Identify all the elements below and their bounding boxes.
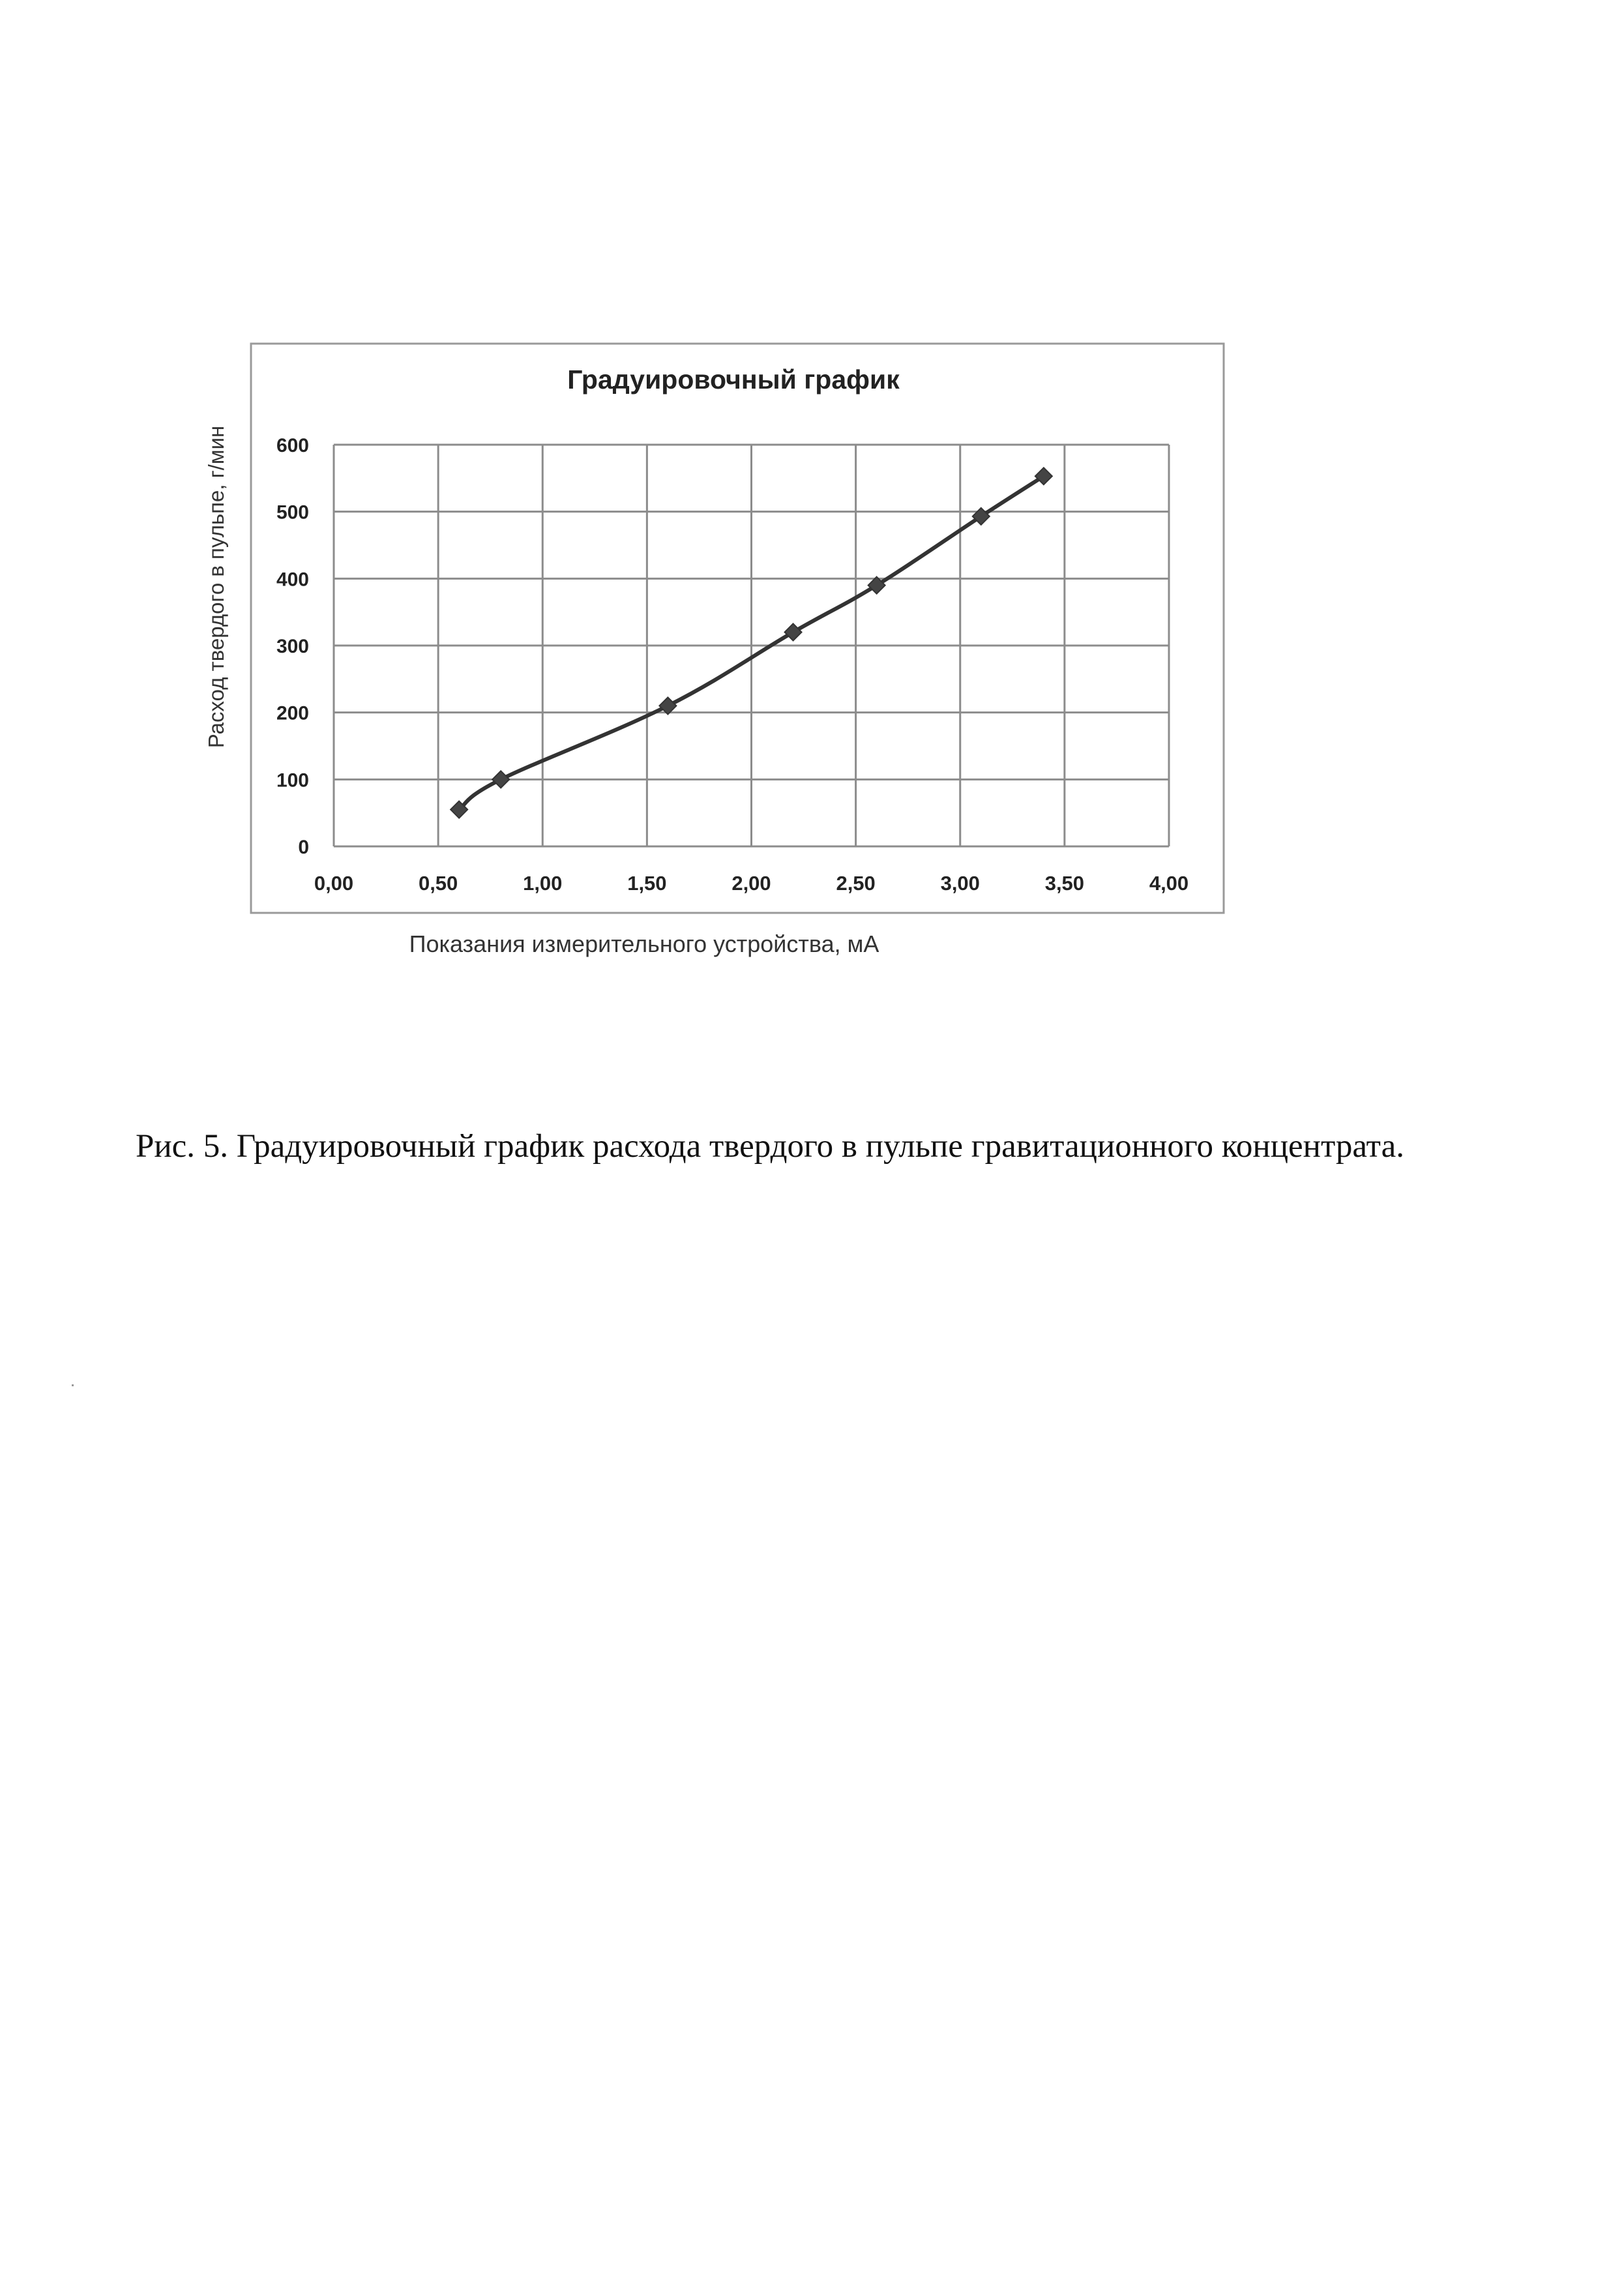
x-axis-label: Показания измерительного устройства, мА bbox=[409, 930, 879, 957]
calibration-chart bbox=[0, 0, 1624, 978]
x-tick-label: 1,50 bbox=[627, 872, 666, 895]
y-tick-label: 100 bbox=[276, 769, 309, 791]
x-tick-label: 0,00 bbox=[314, 872, 353, 895]
x-tick-label: 3,00 bbox=[941, 872, 980, 895]
y-tick-label: 400 bbox=[276, 569, 309, 590]
y-axis-label: Расход твердого в пульпе, г/мин bbox=[204, 426, 228, 749]
x-tick-labels bbox=[314, 872, 1188, 895]
x-tick-label: 1,00 bbox=[523, 872, 562, 895]
x-tick-label: 0,50 bbox=[419, 872, 458, 895]
chart-frame bbox=[251, 344, 1224, 913]
x-tick-label: 4,00 bbox=[1149, 872, 1188, 895]
y-tick-label: 300 bbox=[276, 636, 309, 657]
x-tick-label: 2,00 bbox=[731, 872, 771, 895]
document-page bbox=[0, 0, 1624, 2292]
y-tick-label: 0 bbox=[298, 837, 309, 858]
chart-title: Градуировочный график bbox=[567, 365, 900, 394]
x-tick-label: 2,50 bbox=[836, 872, 875, 895]
scan-speck bbox=[72, 1384, 74, 1386]
y-tick-label: 200 bbox=[276, 703, 309, 724]
y-tick-label: 500 bbox=[276, 502, 309, 524]
x-tick-label: 3,50 bbox=[1045, 872, 1084, 895]
figure-caption: Рис. 5. Градуировочный график расхода твердого в пульпе гравитационного концентрата. bbox=[136, 1127, 1439, 1166]
y-tick-label: 600 bbox=[276, 435, 309, 456]
